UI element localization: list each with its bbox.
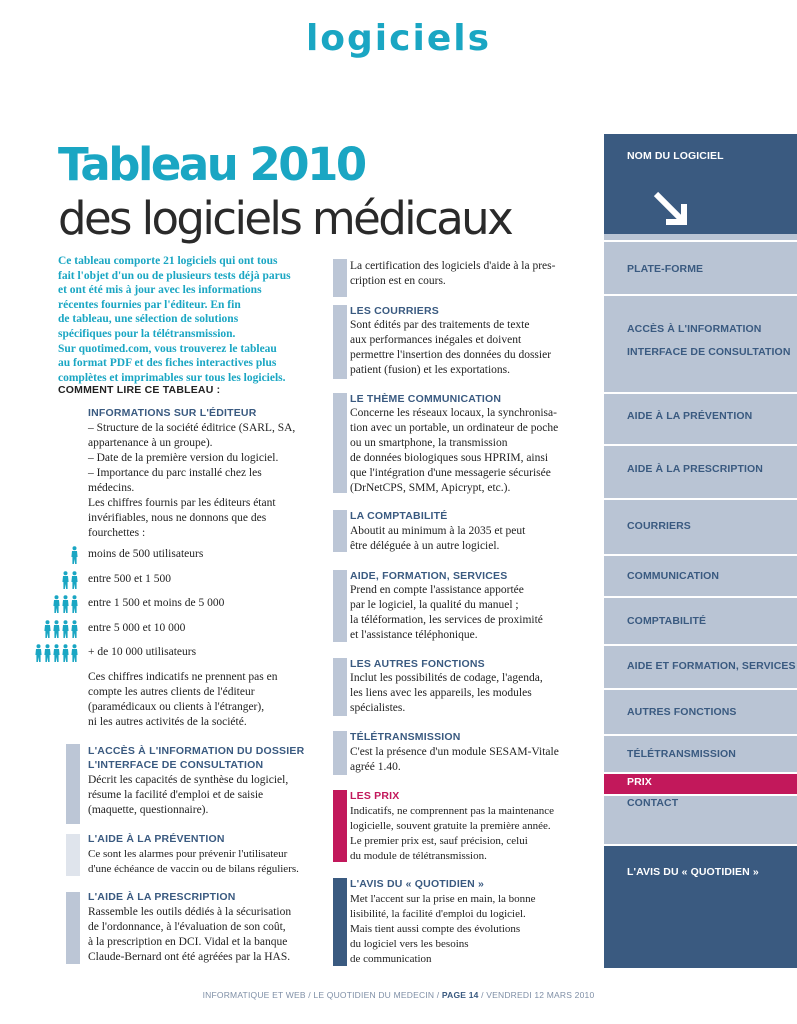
comptabilite-heading: LA COMPTABILITÉ — [350, 510, 448, 522]
panel-label: COURRIERS — [627, 520, 691, 532]
prescription-text — [88, 905, 291, 965]
prix-text — [350, 804, 554, 864]
editor-heading: INFORMATIONS SUR L'ÉDITEUR — [88, 407, 257, 419]
text-line: La certification des logiciels d'aide à la pres- — [350, 260, 556, 272]
person-icon — [53, 595, 61, 613]
text-line: spécialistes. — [350, 702, 406, 714]
panel-row — [604, 294, 797, 392]
panel-label: CONTACT — [627, 797, 679, 809]
footer-right: / VENDREDI 12 MARS 2010 — [478, 990, 595, 1000]
prevention-text — [88, 847, 299, 877]
text-line: du module de télétransmission. — [350, 850, 487, 862]
prescription-heading: L'AIDE À LA PRESCRIPTION — [88, 891, 236, 903]
section-bar-avis — [333, 878, 347, 966]
text-line: fourchettes : — [88, 527, 146, 539]
users-icon-group — [71, 546, 79, 564]
section-bar — [66, 834, 80, 876]
panel-row-avis — [604, 844, 797, 968]
intro-line: fait l'objet d'un ou de plusieurs tests déjà parus — [58, 269, 291, 282]
range-label: entre 5 000 et 10 000 — [88, 622, 186, 634]
panel-name-label: NOM DU LOGICIEL — [627, 150, 724, 162]
text-line: Concerne les réseaux locaux, la synchronisa- — [350, 407, 557, 419]
text-line: du logiciel vers les besoins — [350, 938, 469, 950]
avis-heading: L'AVIS DU « QUOTIDIEN » — [350, 878, 485, 890]
text-line: d'une échéance de vaccin ou de bilans réguliers. — [88, 863, 299, 875]
users-icon-group — [35, 644, 79, 662]
text-line: C'est la présence d'un module SESAM-Vitale — [350, 746, 559, 758]
autres-text — [350, 671, 543, 716]
text-line: (paramédicaux ou clients à l'étranger), — [88, 701, 265, 713]
access-heading — [88, 744, 304, 772]
formation-heading: AIDE, FORMATION, SERVICES — [350, 570, 508, 582]
text-line: Prend en compte l'assistance apportée — [350, 584, 524, 596]
intro-line: et ont été mis à jour avec les informations — [58, 284, 262, 297]
text-line: (DrNetCPS, SMM, Apicrypt, etc.). — [350, 482, 511, 494]
intro-line: spécifiques pour la télétransmission. — [58, 327, 236, 340]
autres-heading: LES AUTRES FONCTIONS — [350, 658, 485, 670]
how-to-heading: COMMENT LIRE CE TABLEAU : — [58, 384, 221, 396]
courriers-heading: LES COURRIERS — [350, 305, 439, 317]
users-icon-group — [53, 595, 79, 613]
editor-text — [88, 421, 295, 541]
panel-label: ACCÈS À L'INFORMATION — [627, 323, 762, 335]
panel-label: PRIX — [627, 776, 652, 788]
text-line: compte les autres clients de l'éditeur — [88, 686, 255, 698]
comptabilite-text — [350, 524, 525, 554]
panel-label: COMPTABILITÉ — [627, 615, 707, 627]
page-subtitle: des logiciels médicaux — [58, 192, 512, 245]
person-icon — [62, 595, 70, 613]
range-label: + de 10 000 utilisateurs — [88, 646, 197, 658]
access-text — [88, 773, 288, 818]
section-bar — [333, 731, 347, 775]
person-icon — [35, 644, 43, 662]
person-icon — [71, 546, 79, 564]
panel-label: AIDE À LA PRÉVENTION — [627, 410, 753, 422]
text-line: patient (fusion) et les exportations. — [350, 364, 511, 376]
teletransmission-text — [350, 745, 559, 775]
intro-line: Sur quotimed.com, vous trouverez le tableau — [58, 342, 277, 355]
panel-label: AIDE À LA PRESCRIPTION — [627, 463, 763, 475]
footer-page: PAGE 14 — [441, 990, 479, 1000]
section-bar — [333, 510, 347, 552]
section-bar — [66, 744, 80, 824]
intro-line: de tableau, une sélection de solutions — [58, 313, 239, 326]
footer — [0, 990, 797, 1000]
panel-label: PLATE-FORME — [627, 263, 704, 275]
footer-left: INFORMATIQUE ET WEB / LE QUOTIDIEN DU MEDECIN / — [202, 990, 442, 1000]
text-line: cription est en cours. — [350, 275, 446, 287]
intro-line: au format PDF et des fiches interactives plus — [58, 357, 277, 370]
certification-text — [350, 259, 555, 289]
text-line: Met l'accent sur la prise en main, la bonne — [350, 893, 536, 905]
text-line: Indicatifs, ne comprennent pas la maintenance — [350, 805, 555, 817]
section-bar — [333, 393, 347, 493]
text-line: Ces chiffres indicatifs ne prennent pas en — [88, 671, 278, 683]
intro-line: Ce tableau comporte 21 logiciels qui ont tous — [58, 255, 278, 267]
prix-heading: LES PRIX — [350, 790, 400, 802]
text-line: – Date de la première version du logiciel. — [88, 452, 279, 464]
text-line: Rassemble les outils dédiés à la sécurisation — [88, 906, 292, 918]
communication-text — [350, 406, 558, 496]
text-line: ni les autres activités de la société. — [88, 716, 247, 728]
person-icon — [71, 595, 79, 613]
ranges-note — [88, 670, 277, 730]
panel-label: COMMUNICATION — [627, 570, 720, 582]
text-line: logicielle, souvent gratuite la première année. — [350, 820, 551, 832]
text-line: Décrit les capacités de synthèse du logiciel, — [88, 774, 289, 786]
range-label: entre 500 et 1 500 — [88, 573, 172, 585]
person-icon — [44, 620, 52, 638]
text-line: (maquette, questionnaire). — [88, 804, 209, 816]
text-line: Claude-Bernard ont été agréées par la HAS. — [88, 951, 291, 963]
courriers-text — [350, 318, 551, 378]
heading-line: L'ACCÈS À L'INFORMATION DU DOSSIER — [88, 745, 305, 757]
panel-label: INTERFACE DE CONSULTATION — [627, 346, 791, 358]
text-line: Mais tient aussi compte des évolutions — [350, 923, 521, 935]
text-line: aux performances inégales et doivent — [350, 334, 522, 346]
panel-label: AIDE ET FORMATION, SERVICES — [627, 660, 796, 672]
panel-label: TÉLÉTRANSMISSION — [627, 748, 736, 760]
text-line: de communication — [350, 953, 432, 965]
arrow-down-right-icon — [652, 190, 692, 230]
range-label: moins de 500 utilisateurs — [88, 548, 204, 560]
text-line: de l'ordonnance, à l'évaluation de son coût, — [88, 921, 286, 933]
text-line: à la prescription en DCI. Vidal et la banque — [88, 936, 288, 948]
section-header: logiciels — [305, 18, 492, 59]
text-line: Ce sont les alarmes pour prévenir l'utilisateur — [88, 848, 288, 860]
page-title: Tableau 2010 — [58, 138, 365, 191]
section-bar-prix — [333, 790, 347, 862]
text-line: ou un smartphone, la transmission — [350, 437, 508, 449]
person-icon — [53, 620, 61, 638]
text-line: que l'intégration d'une messagerie sécurisée — [350, 467, 551, 479]
text-line: Inclut les possibilités de codage, l'agenda, — [350, 672, 543, 684]
text-line: appartenance à un groupe). — [88, 437, 213, 449]
person-icon — [53, 644, 61, 662]
range-label: entre 1 500 et moins de 5 000 — [88, 597, 225, 609]
panel-row-name — [604, 134, 797, 234]
text-line: et l'assistance téléphonique. — [350, 629, 478, 641]
users-icon-group — [62, 571, 79, 589]
person-icon — [44, 644, 52, 662]
text-line: tion avec un portable, un ordinateur de poche — [350, 422, 559, 434]
section-bar — [333, 570, 347, 642]
person-icon — [71, 620, 79, 638]
intro-paragraph — [58, 254, 310, 385]
text-line: être déléguée à un autre logiciel. — [350, 540, 500, 552]
text-line: lisibilité, la facilité d'emploi du logiciel. — [350, 908, 526, 920]
teletransmission-heading: TÉLÉTRANSMISSION — [350, 731, 461, 743]
person-icon — [71, 571, 79, 589]
section-bar — [333, 305, 347, 379]
heading-line: L'INTERFACE DE CONSULTATION — [88, 759, 264, 771]
communication-heading: LE THÈME COMMUNICATION — [350, 393, 502, 405]
text-line: médecins. — [88, 482, 135, 494]
section-bar — [333, 658, 347, 716]
intro-line: récentes fournies par l'éditeur. En fin — [58, 298, 241, 311]
person-icon — [62, 620, 70, 638]
section-bar — [333, 259, 347, 297]
text-line: Le premier prix est, sauf précision, celui — [350, 835, 528, 847]
person-icon — [71, 644, 79, 662]
text-line: – Importance du parc installé chez les — [88, 467, 262, 479]
text-line: Les chiffres fournis par les éditeurs étant — [88, 497, 276, 509]
text-line: permettre l'insertion des données du dossier — [350, 349, 552, 361]
panel-label: L'AVIS DU « QUOTIDIEN » — [627, 866, 759, 878]
person-icon — [62, 644, 70, 662]
person-icon — [62, 571, 70, 589]
text-line: Sont édités par des traitements de texte — [350, 319, 530, 331]
users-icon-group — [44, 620, 79, 638]
intro-line: complètes et imprimables sur tous les logiciels. — [58, 371, 286, 384]
text-line: les liens avec les appareils, les modules — [350, 687, 532, 699]
text-line: résume la facilité d'emploi et de saisie — [88, 789, 264, 801]
avis-text — [350, 892, 536, 967]
text-line: invérifiables, nous ne donnons que des — [88, 512, 267, 524]
text-line: agréé 1.40. — [350, 761, 401, 773]
text-line: par le logiciel, la qualité du manuel ; — [350, 599, 519, 611]
formation-text — [350, 583, 543, 643]
panel-label: AUTRES FONCTIONS — [627, 706, 737, 718]
prevention-heading: L'AIDE À LA PRÉVENTION — [88, 833, 225, 845]
text-line: – Structure de la société éditrice (SARL, SA, — [88, 422, 296, 434]
text-line: de données biologiques sous HPRIM, ainsi — [350, 452, 549, 464]
text-line: la téléformation, les services de proximité — [350, 614, 543, 626]
text-line: Aboutit au minimum à la 2035 et peut — [350, 525, 526, 537]
section-bar — [66, 892, 80, 964]
